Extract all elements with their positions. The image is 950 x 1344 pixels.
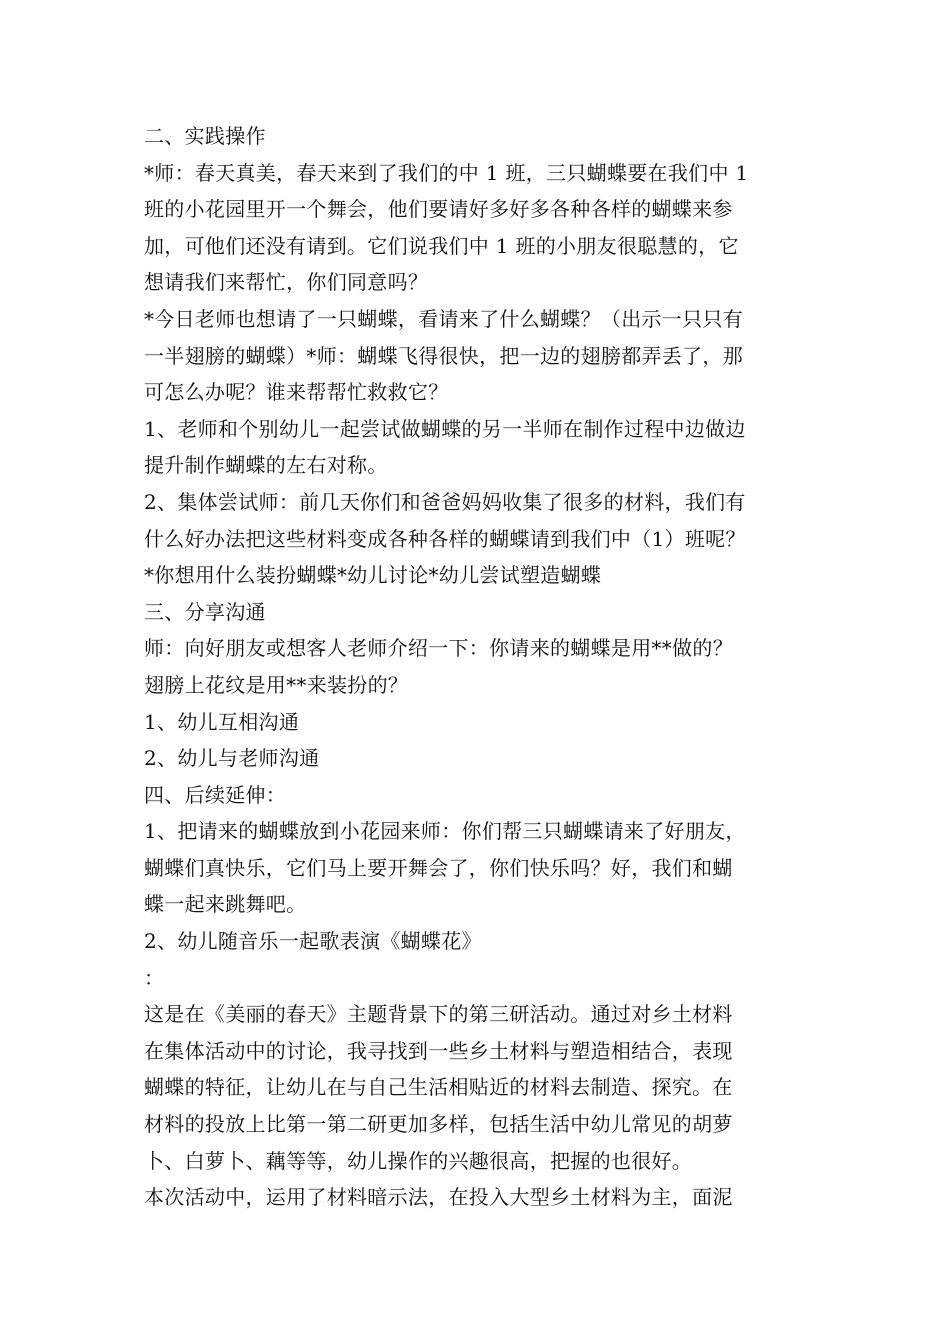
text-line: 材料的投放上比第一第二研更加多样，包括生活中幼儿常见的胡萝 [144,1112,733,1137]
text-line: ： [144,965,165,990]
text-line: 蝴蝶的特征，让幼儿在与自己生活相贴近的材料去制造、探究。在 [144,1075,733,1100]
text-line: 提升制作蝴蝶的左右对称。 [144,453,388,478]
text-line: *师：春天真美，春天来到了我们的中 1 班，三只蝴蝶要在我们中 1 [144,160,749,185]
text-line: 加，可他们还没有请到。它们说我们中 1 班的小朋友很聪慧的，它 [144,233,739,258]
text-line: 2、集体尝试师：前几天你们和爸爸妈妈收集了很多的材料，我们有 [144,489,746,514]
text-line: 什么好办法把这些材料变成各种各样的蝴蝶请到我们中（1）班呢？ [144,526,746,551]
text-line: 班的小花园里开一个舞会，他们要请好多好多各种各样的蝴蝶来参 [144,197,733,222]
text-line: 1、老师和个别幼儿一起尝试做蝴蝶的另一半师在制作过程中边做边 [144,416,746,441]
text-line: *今日老师也想请了一只蝴蝶，看请来了什么蝴蝶？（出示一只只有 [144,306,743,331]
text-line: 1、把请来的蝴蝶放到小花园来师：你们帮三只蝴蝶请来了好朋友， [144,819,746,844]
text-line: 蝶一起来跳舞吧。 [144,892,307,917]
text-line: 一半翅膀的蝴蝶）*师：蝴蝶飞得很快，把一边的翅膀都弄丢了，那 [144,343,743,368]
text-line: 这是在《美丽的春天》主题背景下的第三研活动。通过对乡土材料 [144,1002,733,1027]
section-heading-extension: 四、后续延伸： [144,782,287,807]
text-line: 想请我们来帮忙，你们同意吗？ [144,270,429,295]
text-line: 2、幼儿与老师沟通 [144,746,320,771]
section-heading-practice: 二、实践操作 [144,124,266,148]
text-line: 卜、白萝卜、藕等等，幼儿操作的兴趣很高，把握的也很好。 [144,1148,693,1173]
text-line: 2、幼儿随音乐一起歌表演《蝴蝶花》 [144,929,482,954]
text-line: 1、幼儿互相沟通 [144,709,300,734]
text-line: 翅膀上花纹是用**来装扮的？ [144,672,409,697]
document-body [144,118,812,1216]
text-line: 本次活动中，运用了材料暗示法，在投入大型乡土材料为主，面泥 [144,1185,733,1210]
text-line: 在集体活动中的讨论，我寻找到一些乡土材料与塑造相结合，表现 [144,1038,733,1063]
text-line: 可怎么办呢？谁来帮帮忙救救它？ [144,380,449,405]
section-heading-sharing: 三、分享沟通 [144,599,266,624]
text-line: *你想用什么装扮蝴蝶*幼儿讨论*幼儿尝试塑造蝴蝶 [144,563,602,588]
text-line: 蝴蝶们真快乐，它们马上要开舞会了，你们快乐吗？好，我们和蝴 [144,855,733,880]
text-line: 师：向好朋友或想客人老师介绍一下：你请来的蝴蝶是用**做的？ [144,636,733,661]
